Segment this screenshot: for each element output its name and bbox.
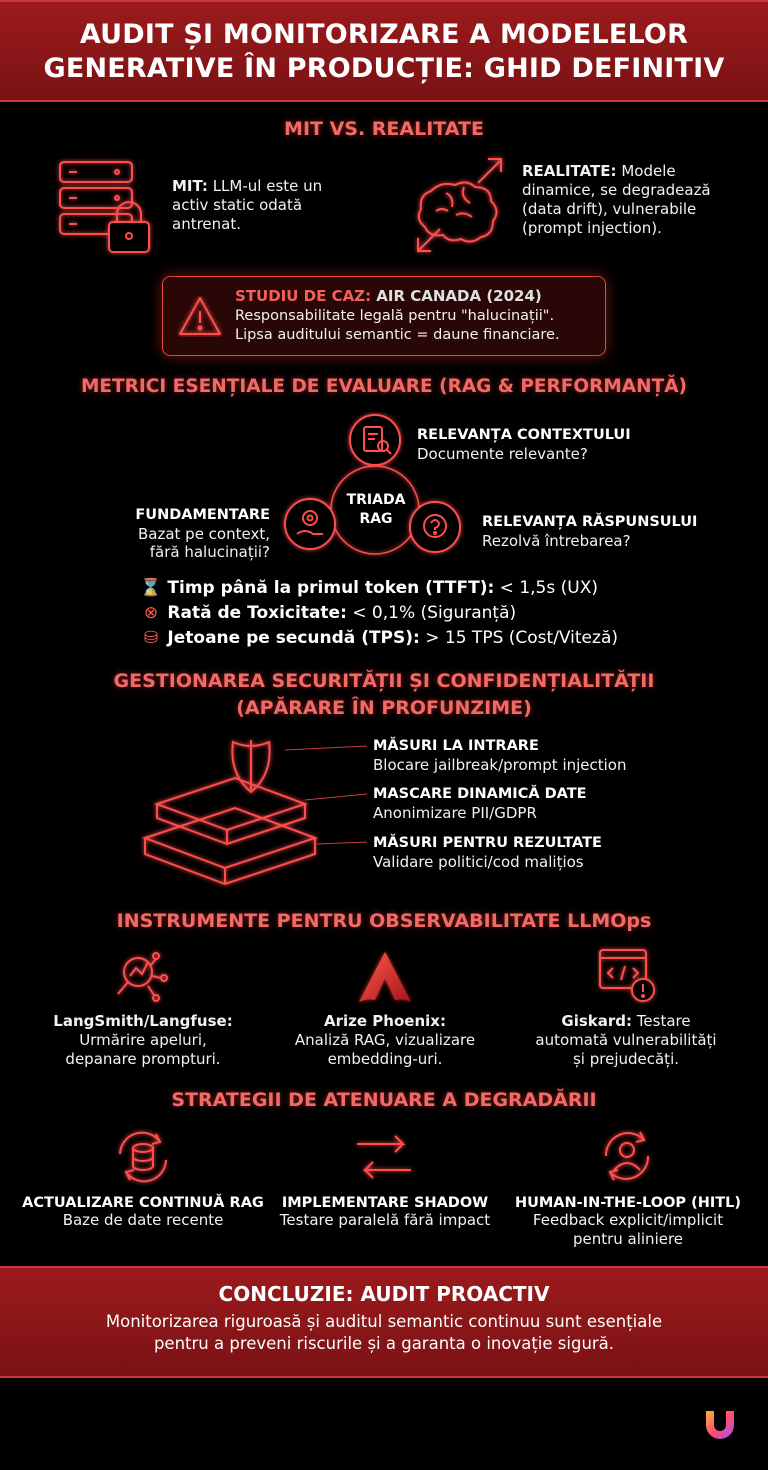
strategy-shadow-deployment: IMPLEMENTARE SHADOW Testare paralelă fără impact [279,1195,491,1229]
strategy-hitl: HUMAN-IN-THE-LOOP (HITL) Feedback explicit/implicit pentru aliniere [514,1195,742,1248]
answer-relevance-text: Rezolvă întrebarea? [482,532,631,550]
warning-icon [177,295,223,337]
conclusion-banner [0,1266,768,1378]
security-layer-input-title: MĂSURI LA INTRARE [373,738,539,754]
security-layer-masking-text: Anonimizare PII/GDPR [373,804,537,822]
coins-icon: ⛁ [143,628,159,648]
context-relevance-title: RELEVANȚA CONTEXTULUI [417,427,631,443]
tool-giskard: Giskard: Testare automată vulnerabilități și prejudecăți. [535,1012,717,1068]
context-relevance-text: Documente relevante? [417,445,588,463]
grounding-line1: Bazat pe context, [137,525,270,543]
layered-shield-icon [135,728,375,888]
hourglass-icon: ⌛ [140,578,162,598]
security-layer-masking-title: MASCARE DINAMICĂ DATE [373,786,587,802]
tool-arize-phoenix: Arize Phoenix: Analiză RAG, vizualizare embedding-uri. [294,1012,476,1068]
trace-magnifier-icon [112,948,174,1006]
section-heading-strategies: STRATEGII DE ATENUARE A DEGRADĂRII [171,1089,597,1111]
code-warning-window-icon [597,946,659,1004]
conclusion-line2: pentru a preveni riscurile și a garanta o inovație sigură. [153,1334,615,1353]
server-lock-icon [55,158,160,258]
triad-label-line1: TRIADA [346,492,406,508]
conclusion-heading: CONCLUZIE: AUDIT PROACTIV [218,1282,550,1306]
triad-label-line2: RAG [359,511,393,527]
section-heading-security-line2: (APĂRARE ÎN PROFUNZIME) [236,697,532,719]
case-study-line2: Lipsa auditului semantic = daune financiare. [235,327,560,343]
brain-arrows-icon [406,153,516,258]
conclusion-line1: Monitorizarea riguroasă și auditul semantic continuu sunt esențiale [105,1312,663,1331]
section-heading-myth-reality: MIT VS. REALITATE [284,118,484,140]
metric-toxicity: ⊗ Rată de Toxicitate: < 0,1% (Siguranță) [140,601,516,626]
security-layer-output-text: Validare politici/cod malițios [373,853,584,871]
strategy-continuous-rag: ACTUALIZARE CONTINUĂ RAG Baze de date recente [22,1195,264,1229]
page-title-line2: GENERATIVE ÎN PRODUCȚIE: GHID DEFINITIV [43,53,725,84]
section-heading-security-line1: GESTIONAREA SECURITĂȚII ȘI CONFIDENȚIALITĂȚII [113,670,655,692]
case-study-title: STUDIU DE CAZ: AIR CANADA (2024) [235,287,542,305]
security-layer-input-text: Blocare jailbreak/prompt injection [373,756,627,774]
arize-phoenix-logo [355,948,415,1008]
section-heading-tools: INSTRUMENTE PENTRU OBSERVABILITATE LLMOps [116,910,652,932]
myth-text: MIT: LLM-ul este un activ static odată antrenat. [172,177,323,233]
tool-langsmith: LangSmith/Langfuse: Urmărire apeluri, depanare prompturi. [53,1012,233,1068]
brand-logo-icon [700,1405,740,1445]
database-refresh-icon [112,1128,174,1186]
page-title-line1: AUDIT ȘI MONITORIZARE A MODELELOR [79,19,689,50]
grounding-line2: fără halucinații? [149,543,270,561]
metric-tps: ⛁ Jetoane pe secundă (TPS): > 15 TPS (Cost/Viteză) [140,626,618,651]
security-layer-output-title: MĂSURI PENTRU REZULTATE [373,835,602,851]
metric-ttft: ⌛ Timp până la primul token (TTFT): < 1,5s (UX) [140,576,598,601]
grounding-title: FUNDAMENTARE [135,507,270,523]
reality-text: REALITATE: Modele dinamice, se degradează (data drift), vulnerabile (prompt injection). [522,162,711,237]
toxicity-icon: ⊗ [143,603,159,623]
header-banner [0,0,768,102]
answer-relevance-title: RELEVANȚA RĂSPUNSULUI [482,514,698,530]
case-study-line1: Responsabilitate legală pentru "halucinații". [235,308,555,324]
case-study-box [162,276,606,356]
human-loop-icon [596,1126,658,1186]
swap-arrows-icon [353,1128,415,1186]
section-heading-metrics: METRICI ESENȚIALE DE EVALUARE (RAG & PERFORMANȚĂ) [80,376,687,397]
